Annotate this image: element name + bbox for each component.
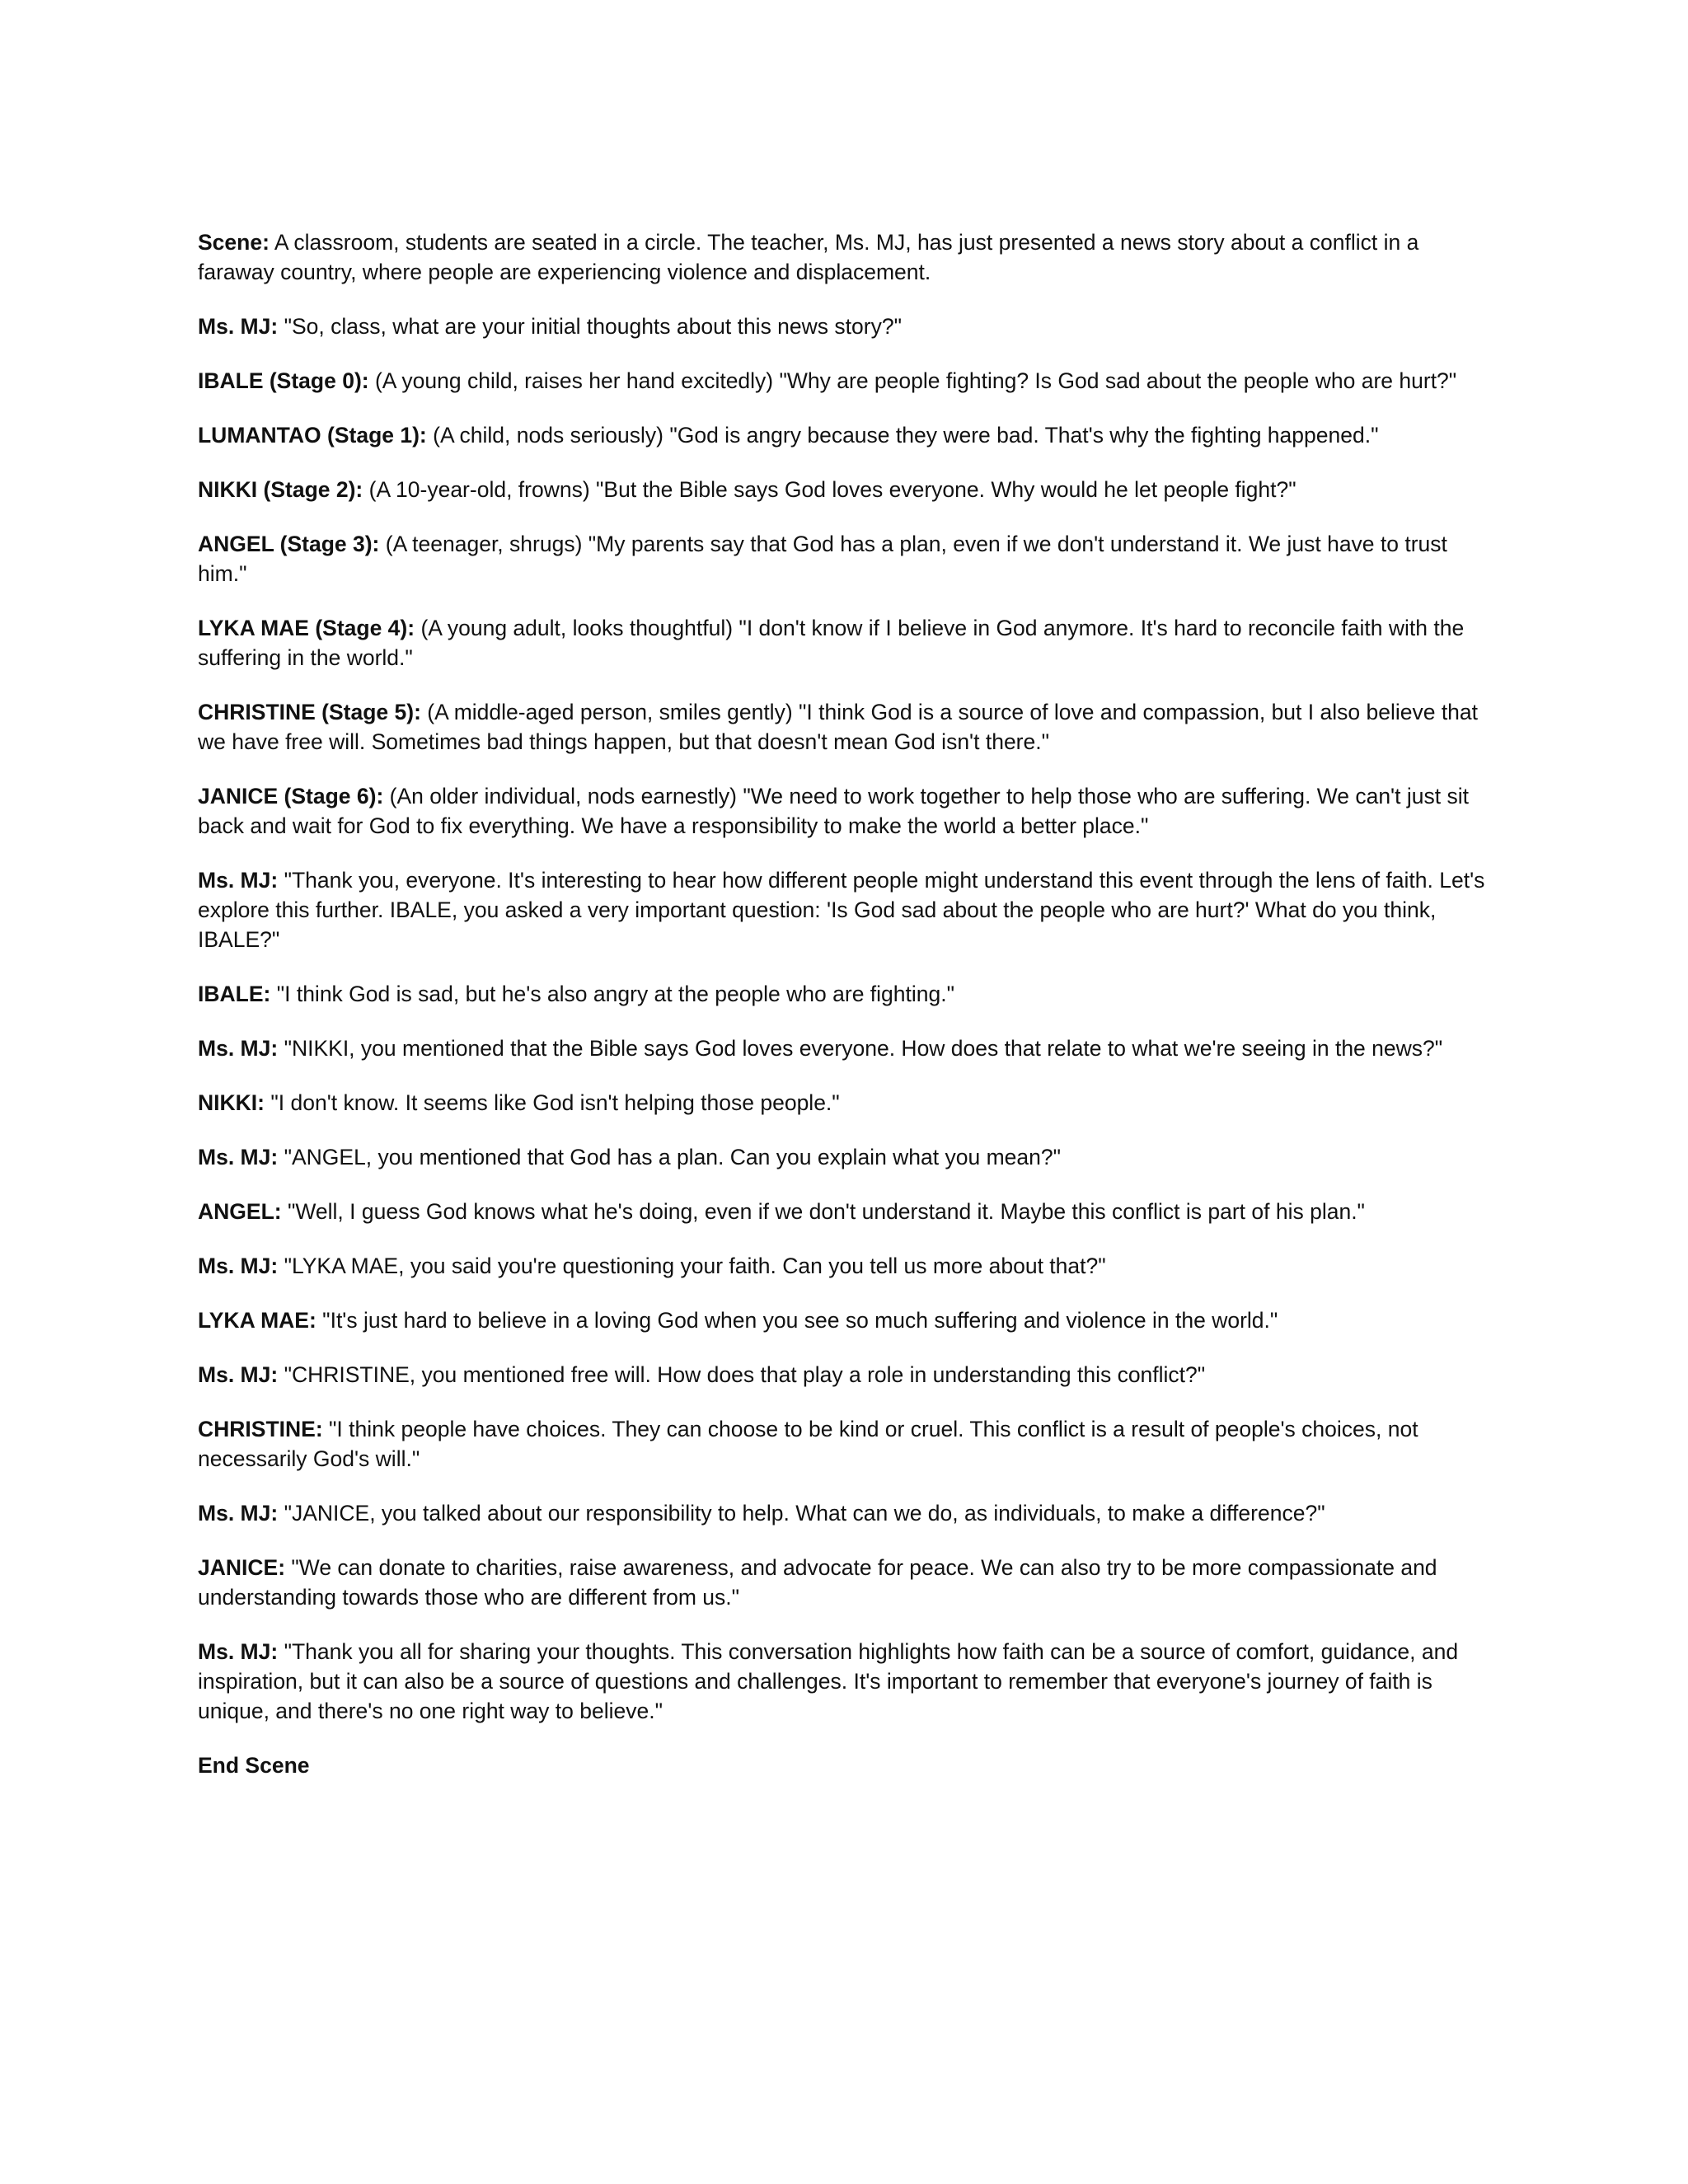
- speaker-label: JANICE:: [198, 1555, 286, 1580]
- end-scene-label: End Scene: [198, 1753, 310, 1778]
- paragraph-text: "ANGEL, you mentioned that God has a plan. Can you explain what you mean?": [284, 1145, 1062, 1169]
- script-body: [198, 227, 1496, 1780]
- paragraph-text: "CHRISTINE, you mentioned free will. How does that play a role in understanding this conflict?": [284, 1362, 1206, 1387]
- paragraph-text: "NIKKI, you mentioned that the Bible says God loves everyone. How does that relate to what we're seeing in the news?": [284, 1036, 1443, 1061]
- paragraph-text: (A middle-aged person, smiles gently) "I think God is a source of love and compassion, but I also believe that we have free will. Sometimes bad things happen, but that doesn't mean God isn't there.": [198, 700, 1479, 754]
- speaker-label: Ms. MJ:: [198, 1254, 279, 1278]
- dialogue-line: [198, 1033, 1496, 1063]
- paragraph-text: "We can donate to charities, raise awareness, and advocate for peace. We can also try to be more compassionate and understanding towards those who are different from us.": [198, 1555, 1437, 1610]
- paragraph-text: "I don't know. It seems like God isn't helping those people.": [270, 1090, 840, 1115]
- speaker-label: Ms. MJ:: [198, 868, 279, 893]
- speaker-label: LYKA MAE:: [198, 1308, 316, 1333]
- speaker-label: ANGEL (Stage 3):: [198, 532, 380, 556]
- speaker-label: Ms. MJ:: [198, 314, 279, 339]
- dialogue-line: [198, 1088, 1496, 1118]
- paragraph-text: "Well, I guess God knows what he's doing, even if we don't understand it. Maybe this conflict is part of his plan.": [287, 1199, 1365, 1224]
- speaker-label: Ms. MJ:: [198, 1639, 279, 1664]
- paragraph-text: "So, class, what are your initial thoughts about this news story?": [284, 314, 902, 339]
- dialogue-line: [198, 781, 1496, 841]
- speaker-label: NIKKI:: [198, 1090, 265, 1115]
- dialogue-line: [198, 475, 1496, 504]
- scene-description: [198, 227, 1496, 287]
- paragraph-text: (An older individual, nods earnestly) "We need to work together to help those who are suffering. We can't just sit back and wait for God to fix everything. We have a responsibility to make the world a better place.": [198, 784, 1469, 838]
- dialogue-line: [198, 1305, 1496, 1335]
- speaker-label: ANGEL:: [198, 1199, 282, 1224]
- dialogue-line: [198, 865, 1496, 954]
- speaker-label: IBALE:: [198, 982, 271, 1006]
- speaker-label: Ms. MJ:: [198, 1036, 279, 1061]
- paragraph-text: "Thank you, everyone. It's interesting to hear how different people might understand this event through the lens of faith. Let's explore this further. IBALE, you asked a very important question: 'Is God sad about the people who are hurt?' What do you think, IBALE?": [198, 868, 1485, 952]
- paragraph-text: (A young child, raises her hand excitedly) "Why are people fighting? Is God sad about the people who are hurt?": [374, 368, 1457, 393]
- dialogue-line: [198, 1251, 1496, 1281]
- speaker-label: JANICE (Stage 6):: [198, 784, 384, 808]
- speaker-label: Ms. MJ:: [198, 1145, 279, 1169]
- speaker-label: Ms. MJ:: [198, 1362, 279, 1387]
- speaker-label: Scene:: [198, 230, 270, 255]
- paragraph-text: "LYKA MAE, you said you're questioning your faith. Can you tell us more about that?": [284, 1254, 1106, 1278]
- paragraph-text: (A child, nods seriously) "God is angry because they were bad. That's why the fighting happened.": [433, 423, 1379, 448]
- paragraph-text: "I think people have choices. They can choose to be kind or cruel. This conflict is a result of people's choices, not necessarily God's will.": [198, 1417, 1418, 1471]
- paragraph-text: (A 10-year-old, frowns) "But the Bible says God loves everyone. Why would he let people fight?": [368, 477, 1296, 502]
- paragraph-text: "JANICE, you talked about our responsibility to help. What can we do, as individuals, to make a difference?": [284, 1501, 1325, 1526]
- paragraph-text: "I think God is sad, but he's also angry at the people who are fighting.": [276, 982, 955, 1006]
- dialogue-line: [198, 1197, 1496, 1226]
- speaker-label: Ms. MJ:: [198, 1501, 279, 1526]
- dialogue-line: [198, 979, 1496, 1009]
- speaker-label: CHRISTINE:: [198, 1417, 323, 1441]
- dialogue-line: [198, 529, 1496, 588]
- dialogue-line: [198, 613, 1496, 673]
- dialogue-line: [198, 697, 1496, 757]
- paragraph-text: (A young adult, looks thoughtful) "I don't know if I believe in God anymore. It's hard to reconcile faith with the suffering in the world.": [198, 616, 1465, 670]
- paragraph-text: A classroom, students are seated in a circle. The teacher, Ms. MJ, has just presented a news story about a conflict in a faraway country, where people are experiencing violence and displacement.: [198, 230, 1419, 284]
- dialogue-line: [198, 312, 1496, 341]
- dialogue-line: [198, 1360, 1496, 1390]
- speaker-label: NIKKI (Stage 2):: [198, 477, 363, 502]
- paragraph-text: (A teenager, shrugs) "My parents say that God has a plan, even if we don't understand it. We just have to trust him.": [198, 532, 1447, 586]
- paragraph-text: "Thank you all for sharing your thoughts. This conversation highlights how faith can be a source of comfort, guidance, and inspiration, but it can also be a source of questions and challenges. It's important to remember that everyone's journey of faith is unique, and there's no one right way to believe.": [198, 1639, 1459, 1723]
- speaker-label: IBALE (Stage 0):: [198, 368, 369, 393]
- dialogue-line: [198, 1142, 1496, 1172]
- dialogue-line: [198, 1498, 1496, 1528]
- dialogue-line: [198, 1637, 1496, 1726]
- dialogue-line: [198, 366, 1496, 396]
- speaker-label: CHRISTINE (Stage 5):: [198, 700, 421, 724]
- dialogue-line: [198, 420, 1496, 450]
- speaker-label: LUMANTAO (Stage 1):: [198, 423, 427, 448]
- paragraph-text: "It's just hard to believe in a loving God when you see so much suffering and violence in the world.": [322, 1308, 1278, 1333]
- speaker-label: LYKA MAE (Stage 4):: [198, 616, 415, 640]
- dialogue-line: [198, 1553, 1496, 1612]
- dialogue-line: [198, 1414, 1496, 1474]
